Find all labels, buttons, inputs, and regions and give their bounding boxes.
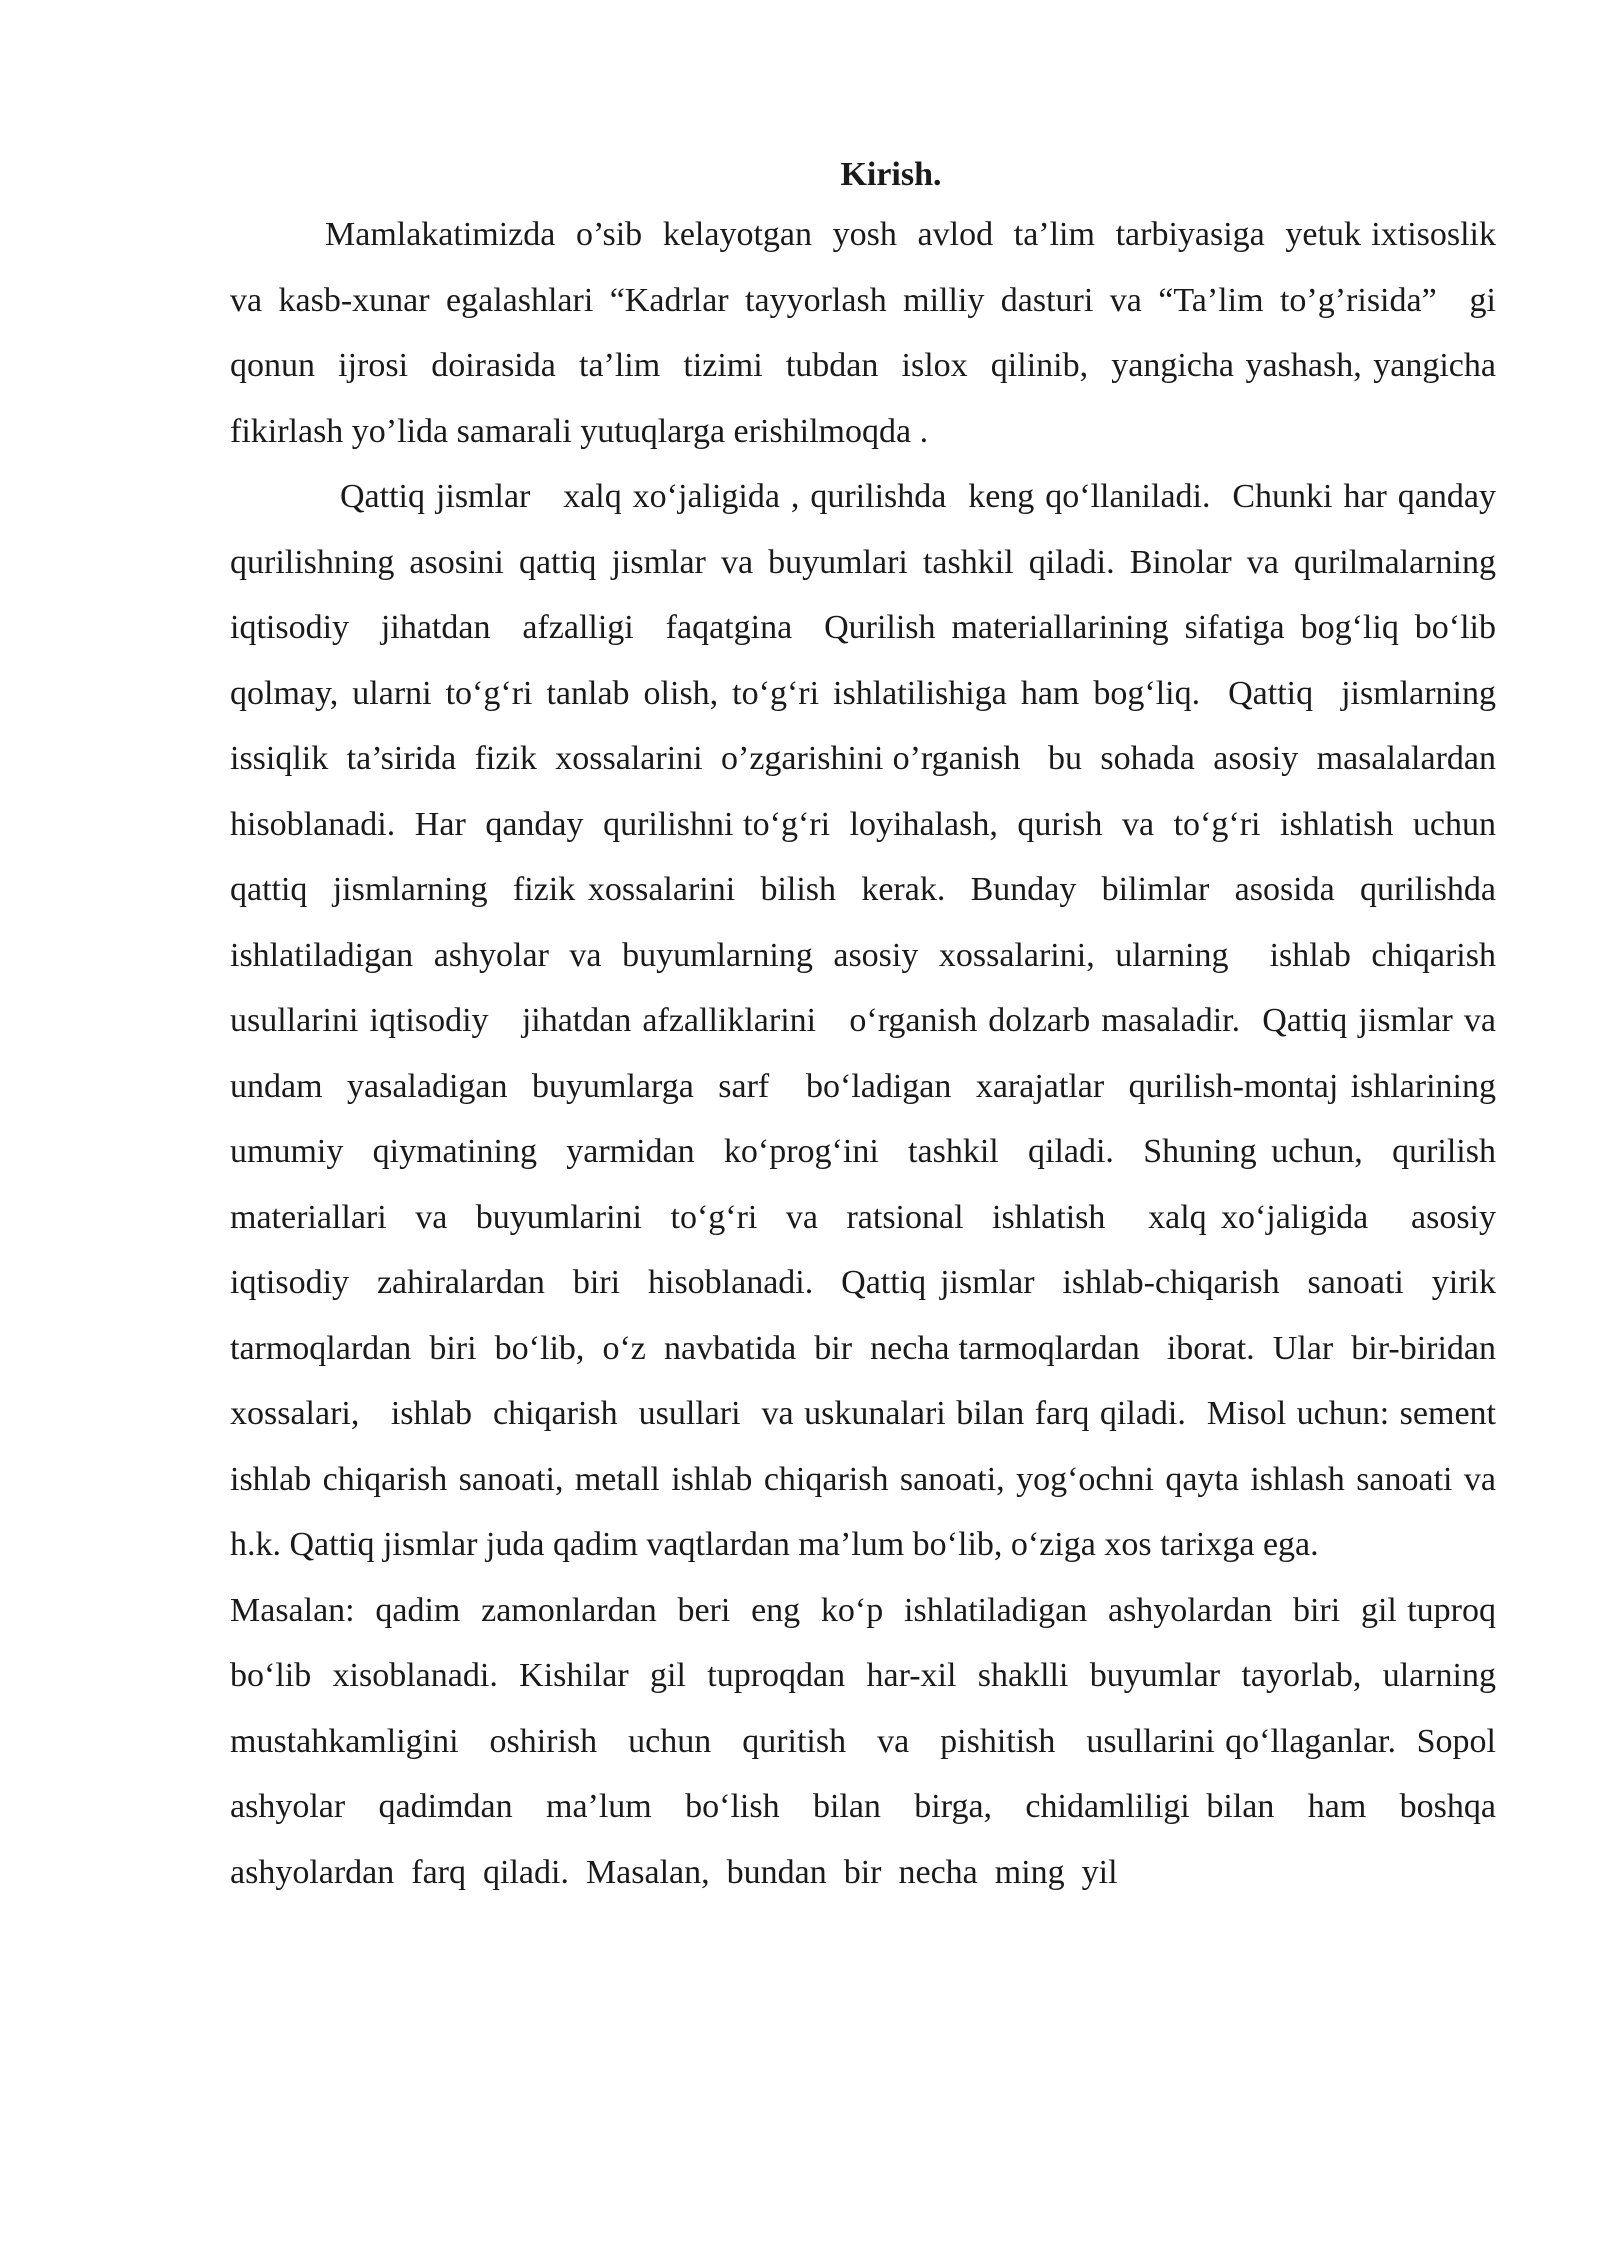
paragraph-solid-bodies: Qattiq jismlar xalq xo‘jaligida , qurilishda keng qo‘llaniladi. Chunki har qanday qurilishning asosini qattiq jismlar va buyumlari tashkil qiladi. Binolar va qurilmalarning iqtisodiy jihatdan afzalligi faqatgina Qurilish materiallarining sifatiga bog‘liq bo‘lib qolmay, ularni to‘g‘ri tanlab olish, to‘g‘ri ishlatilishiga ham bog‘liq. Qattiq jismlarning issiqlik ta’sirida fizik xossalarini o’zgarishini o’rganish bu sohada asosiy masalalardan hisoblanadi. Har qanday qurilishni to‘g‘ri loyihalash, qurish va to‘g‘ri ishlatish uchun qattiq jismlarning fizik xossalarini bilish kerak. Bunday bilimlar asosida qurilishda ishlatiladigan ashyolar va buyumlarning asosiy xossalarini, ularning ishlab chiqarish usullarini iqtisodiy jihatdan afzalliklarini o‘rganish dolzarb masaladir. Qattiq jismlar va undam yasaladigan buyumlarga sarf bo‘ladigan xarajatlar qurilish-montaj ishlarining umumiy qiymatining yarmidan ko‘prog‘ini tashkil qiladi. Shuning uchun, qurilish materiallari va buyumlarini to‘g‘ri va ratsional ishlatish xalq xo‘jaligida asosiy iqtisodiy zahiralardan biri hisoblanadi. Qattiq jismlar ishlab-chiqarish sanoati yirik tarmoqlardan biri bo‘lib, o‘z navbatida bir necha tarmoqlardan iborat. Ular bir-biridan xossalari, ishlab chiqarish usullari va uskunalari bilan farq qiladi. Misol uchun: sement ishlab chiqarish sanoati, metall ishlab chiqarish sanoati, yog‘ochni qayta ishlash sanoati va h.k. Qattiq jismlar juda qadim vaqtlardan ma’lum bo‘lib, o‘ziga xos tarixga ega. [230,478,1522,1563]
document-title: Kirish. [840,156,942,193]
paragraph-intro: Mamlakatimizda o’sib kelayotgan yosh avlod ta’lim tarbiyasiga yetuk ixtisoslik va kasb-xunar egalashlari “Kadrlar tayyorlash milliy dasturi va “Ta’lim to’g’risida” gi qonun ijrosi doirasida ta’lim tizimi tubdan islox qilinib, yangicha yashash, yangicha fikirlash yo’lida samarali yutuqlarga erishilmoqda . [230,216,1513,450]
paragraph-example: Masalan: qadim zamonlardan beri eng ko‘p ishlatiladigan ashyolardan biri gil tuproq bo‘lib xisoblanadi. Kishilar gil tuproqdan har-xil shaklli buyumlar tayorlab, ularning mustahkamligini oshirish uchun quritish va pishitish usullarini qo‘llaganlar. Sopol ashyolar qadimdan ma’lum bo‘lish bilan birga, chidamliligi bilan ham boshqa ashyolardan farq qiladi. Masalan, bundan bir necha ming yil [230,1591,1522,1891]
document-page [230,150,1522,1905]
